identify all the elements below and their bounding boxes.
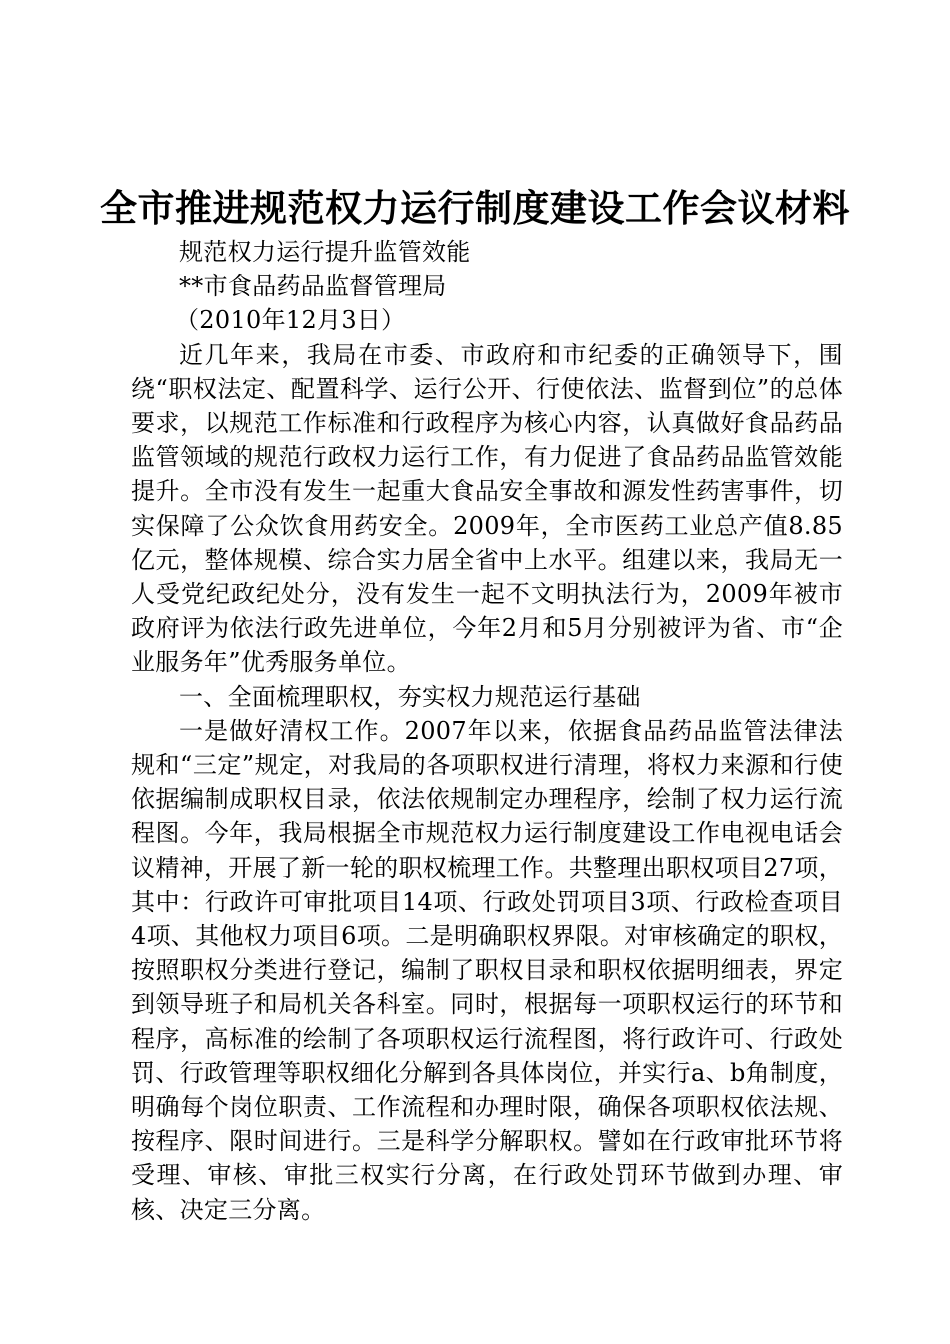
document-body [131,235,843,1227]
document-title: 全市推进规范权力运行制度建设工作会议材料 [100,187,850,230]
section-heading-1: 一、全面梳理职权，夯实权力规范运行基础 [179,682,641,711]
document-subtitle: 规范权力运行提升监管效能 [179,238,471,266]
document-author: **市食品药品监督管理局 [179,272,447,301]
body-paragraph-section-1: 一是做好清权工作。2007年以来，依据食品药品监管法律法规和“三定”规定，对我局的各项职权进行清理，将权力来源和行使依据编制成职权目录，依法依规制定办理程序，绘制了权力运行流程图。今年，我局根据全市规范权力运行制度建设工作电视电话会议精神，开展了新一轮的职权梳理工作。共整理出职权项目27项，其中：行政许可审批项目14项、行政处罚项目3项、行政检查项目4项、其他权力项目6项。二是明确职权界限。对审核确定的职权，按照职权分类进行登记，编制了职权目录和职权依据明细表，界定到领导班子和局机关各科室。同时，根据每一项职权运行的环节和程序，高标准的绘制了各项职权运行流程图，将行政许可、行政处罚、行政管理等职权细化分解到各具体岗位，并实行a、b角制度，明确每个岗位职责、工作流程和办理时限，确保各项职权依法规、按程序、限时间进行。三是科学分解职权。譬如在行政审批环节将受理、审核、审批三权实行分离，在行政处罚环节做到办理、审核、决定三分离。 [131,716,843,1224]
document-date: （2010年12月3日） [175,306,406,335]
body-paragraph-intro: 近几年来，我局在市委、市政府和市纪委的正确领导下，围绕“职权法定、配置科学、运行公开、行使依法、监督到位”的总体要求，以规范工作标准和行政程序为核心内容，认真做好食品药品监管领域的规范行政权力运行工作，有力促进了食品药品监管效能提升。全市没有发生一起重大食品安全事故和源发性药害事件，切实保障了公众饮食用药安全。2009年，全市医药工业总产值8.85亿元，整体规模、综合实力居全省中上水平。组建以来，我局无一人受党纪政纪处分，没有发生一起不文明执法行为，2009年被市政府评为依法行政先进单位，今年2月和5月分别被评为省、市“企业服务年”优秀服务单位。 [131,340,843,677]
